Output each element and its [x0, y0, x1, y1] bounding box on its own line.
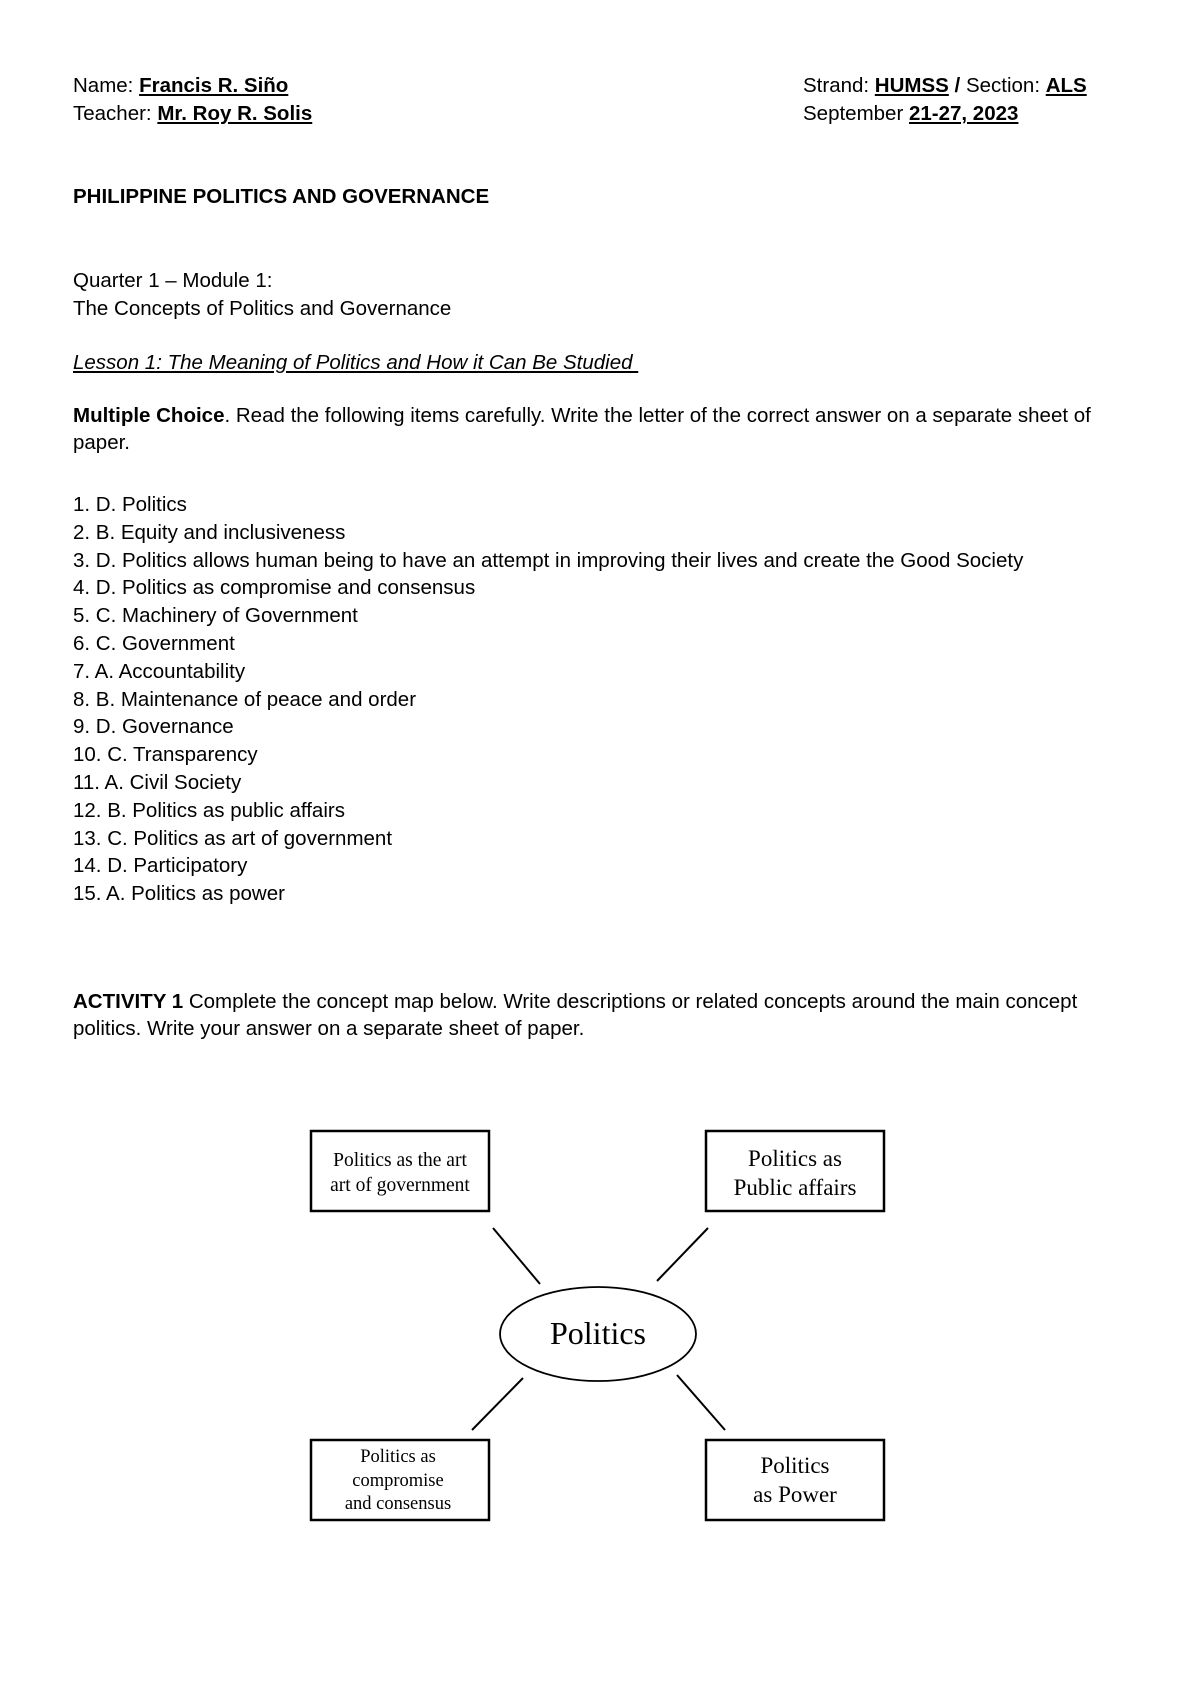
date-label: September [803, 102, 909, 125]
answer-item: 12. B. Politics as public affairs [73, 798, 345, 822]
top-left-label-line: Politics as the art [333, 1150, 467, 1171]
answer-item: 7. A. Accountability [73, 659, 246, 683]
multiple-choice-label: Multiple Choice [73, 404, 225, 427]
teacher-label: Teacher: [73, 102, 158, 125]
name-label: Name: [73, 74, 140, 97]
teacher-name: Mr. Roy R. Solis [157, 102, 313, 125]
box-top-left [311, 1131, 489, 1211]
answer-item: 4. D. Politics as compromise and consensus [73, 576, 476, 600]
top-right-label-line: Politics as [748, 1146, 842, 1171]
module-title: The Concepts of Politics and Governance [73, 297, 452, 320]
box-bottom-right [706, 1440, 884, 1520]
strand-value: HUMSS [874, 74, 949, 97]
strand-label: Strand: [803, 74, 875, 97]
answer-item: 6. C. Government [73, 631, 235, 655]
answer-item: 5. C. Machinery of Government [73, 604, 358, 628]
student-name: Francis R. Siño [139, 74, 289, 97]
date-value: 21-27, 2023 [908, 102, 1019, 125]
bottom-right-label-line: Politics [760, 1453, 830, 1478]
subject-title: PHILIPPINE POLITICS AND GOVERNANCE [73, 185, 490, 208]
answer-item: 10. C. Transparency [73, 743, 258, 767]
multiple-choice-text: . Read the following items carefully. Write the letter of the correct answer on a separate sheet of paper. [73, 404, 1091, 454]
lesson-title: Lesson 1: The Meaning of Politics and How it Can Be Studied [73, 351, 639, 374]
connector-bottom-right [677, 1375, 725, 1430]
section-value: ALS [1045, 74, 1087, 97]
module-quarter: Quarter 1 – Module 1: [73, 269, 273, 292]
bottom-left-label-line: Politics as [360, 1447, 436, 1467]
top-right-label-line: Public affairs [733, 1175, 857, 1200]
connector-top-right [657, 1228, 708, 1281]
connector-top-left [493, 1228, 540, 1284]
center-label: Politics [549, 1315, 647, 1351]
section-label: Section: [965, 74, 1046, 97]
answer-item: 3. D. Politics allows human being to have an attempt in improving their lives and create the Good Society [73, 548, 1024, 572]
answer-item: 14. D. Participatory [73, 854, 248, 878]
top-left-label-line: art of government [330, 1175, 470, 1196]
answer-item: 1. D. Politics [73, 493, 187, 516]
activity-label: ACTIVITY 1 [73, 990, 184, 1013]
answer-item: 8. B. Maintenance of peace and order [73, 687, 417, 711]
slash-separator: / [948, 74, 966, 97]
answer-item: 15. A. Politics as power [73, 882, 285, 906]
activity-text: Complete the concept map below. Write descriptions or related concepts around the main concept politics. Write your answer on a separate sheet of paper. [73, 990, 1078, 1040]
bottom-right-label-line: as Power [753, 1482, 837, 1507]
answer-item: 2. B. Equity and inclusiveness [73, 520, 346, 544]
answer-item: 11. A. Civil Society [73, 770, 242, 794]
answer-item: 9. D. Governance [73, 715, 234, 739]
answer-item: 13. C. Politics as art of government [73, 826, 393, 850]
bottom-left-label-line: and consensus [344, 1494, 452, 1514]
bottom-left-label-line: compromise [352, 1471, 444, 1491]
connector-bottom-left [472, 1378, 523, 1430]
